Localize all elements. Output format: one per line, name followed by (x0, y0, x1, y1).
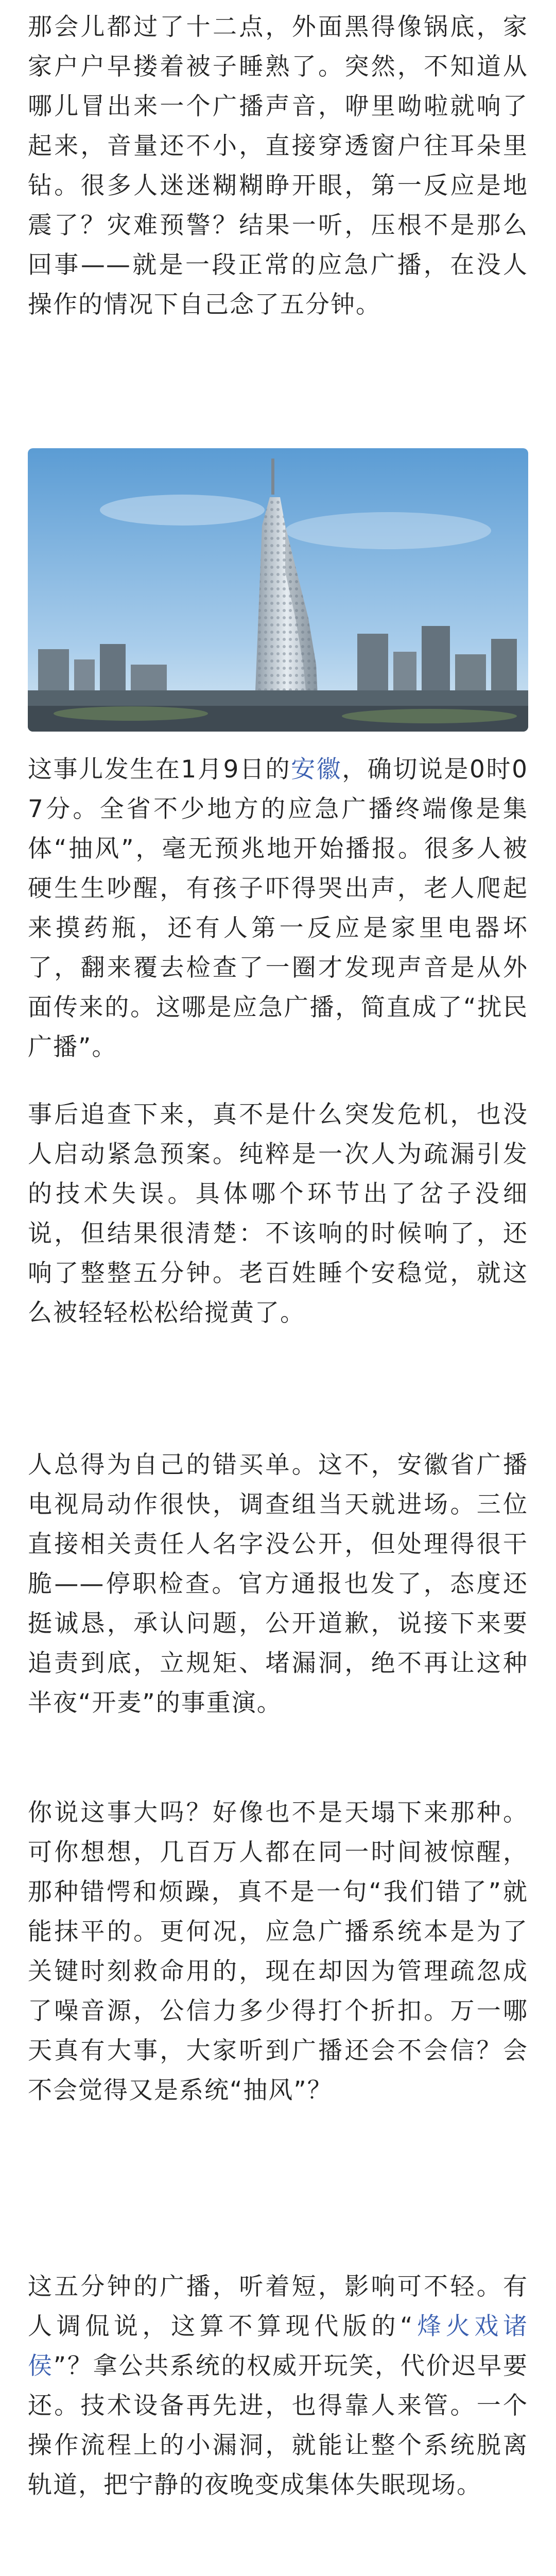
paragraph-text: ”？拿公共系统的权威开玩笑，代价迟早要还。技术设备再先进，也得靠人来管。一个操作流程上的小漏洞，就能让整个系统脱离轨道，把宁静的夜晚变成集体失眠现场。 (28, 2352, 528, 2499)
article-paragraph-3: 事后追查下来，真不是什么突发危机，也没人启动紧急预案。纯粹是一次人为疏漏引发的技术失误。具体哪个环节出了岔子没细说，但结果很清楚：不该响的时候响了，还响了整整五分钟。老百姓睡个安稳觉，就这么被轻轻松松给搅黄了。 (28, 1100, 528, 1327)
place-link[interactable]: 安徽 (291, 755, 342, 784)
article-paragraph-4: 人总得为自己的错买单。这不，安徽省广播电视局动作很快，调查组当天就进场。三位直接相关责任人名字没公开，但处理得很干脆——停职检查。官方通报也发了，态度还挺诚恳，承认问题，公开道歉，说接下来要追责到底，立规矩、堵漏洞，绝不再让这种半夜“开麦”的事重演。 (28, 1451, 528, 1717)
article-paragraph-6 (28, 2267, 528, 2505)
article-paragraph-1: 那会儿都过了十二点，外面黑得像锅底，家家户户早搂着被子睡熟了。突然，不知道从哪儿冒出来一个广播声音，咿里呦啦就响了起来，音量还不小，直接穿透窗户往耳朵里钻。很多人迷迷糊糊睁开眼，第一反应是地震了？灾难预警？结果一听，压根不是那么回事——就是一段正常的应急广播，在没人操作的情况下自己念了五分钟。 (28, 13, 528, 319)
article-paragraph-2 (28, 750, 528, 1067)
article-paragraph-5: 你说这事大吗？好像也不是天塌下来那种。可你想想，几百万人都在同一时间被惊醒，那种错愕和烦躁，真不是一句“我们错了”就能抹平的。更何况，应急广播系统本是为了关键时刻救命用的，现在却因为管理疏忽成了噪音源，公信力多少得打个折扣。万一哪天真有大事，大家听到广播还会不会信？会不会觉得又是系统“抽风”？ (28, 1799, 528, 2105)
tower-photo-icon (28, 448, 528, 732)
paragraph-text: ，确切说是0时07分。全省不少地方的应急广播终端像是集体“抽风”，毫无预兆地开始播报。很多人被硬生生吵醒，有孩子吓得哭出声，老人爬起来摸药瓶，还有人第一反应是家里电器坏了，翻来覆去检查了一圈才发现声音是从外面传来的。这哪是应急广播，简直成了“扰民广播”。 (28, 755, 528, 1061)
article-photo (28, 448, 528, 732)
paragraph-text: 这五分钟的广播，听着短，影响可不轻。有人调侃说，这算不算现代版的“ (28, 2273, 528, 2341)
idiom-link[interactable]: 烽火戏诸侯 (28, 2312, 529, 2380)
paragraph-text: 这事儿发生在1月9日的 (28, 755, 291, 784)
